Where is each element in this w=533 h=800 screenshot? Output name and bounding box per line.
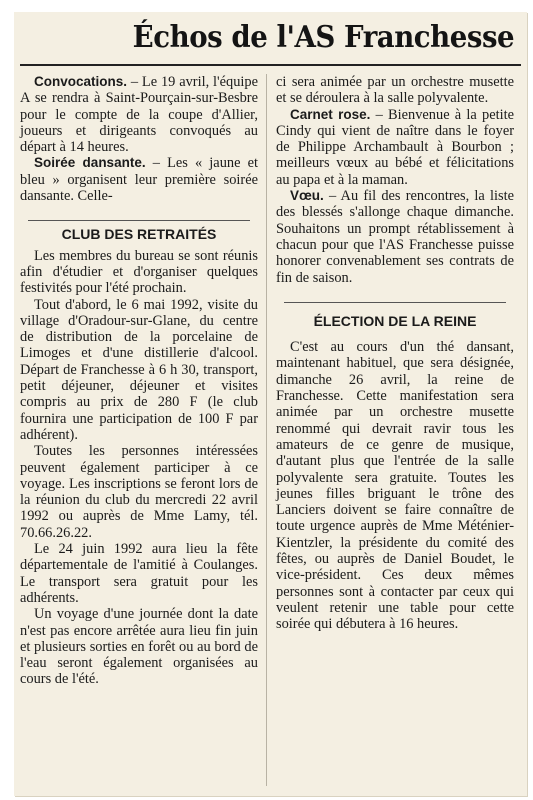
- club-paragraph-5: Un voyage d'une journée dont la date n'est pas encore arrêtée aura lieu fin juin et plusieurs sorties en forêt ou au bord de l'eau seront également organisées au cours de l'été.: [20, 606, 258, 688]
- club-heading: CLUB DES RETRAITÉS: [61, 226, 217, 243]
- column-divider: [266, 74, 267, 786]
- carnet-keyword: Carnet rose.: [290, 106, 371, 122]
- voeu-text: – Au fil des rencontres, la liste des blessés s'allonge chaque dimanche. Souhaitons un prompt rétablissement à chacun pour que l'AS Franchesse puisse honorer convenablement ses contrats de fin de saison.: [276, 188, 514, 286]
- reine-paragraph: C'est au cours d'un thé dansant, maintenant habituel, que sera désignée, dimanche 26 avril, la reine de Franchesse. Cette manifestation sera animée par un orchestre musette renommé qui devrait ravir tous les amateurs de ce genre de musique, d'autant plus que l'entrée de la salle polyvalente sera gratuite. Toutes les jeunes filles briguant le trône des Lanciers doivent se faire connaître de toute urgence auprès de Mme Méténier-Kientzler, la présidente du comité des fêtes, ou auprès de Daniel Boudet, le vice-président. Ces deux mêmes personnes sont à contacter par ceux qui veulent retenir une table pour cette soirée qui débutera à 16 heures.: [276, 339, 514, 633]
- carnet-paragraph: [276, 107, 514, 188]
- club-paragraph-4: Le 24 juin 1992 aura lieu la fête départementale de l'amitié à Coulanges. Le transport sera gratuit pour les adhérents.: [20, 541, 258, 606]
- voeu-paragraph: [276, 188, 514, 286]
- soiree-text: – Les « jaune et bleu » organisent leur première soirée dansante. Celle-: [20, 155, 258, 205]
- headline: Échos de l'AS Franchesse: [132, 20, 515, 55]
- left-column: [20, 74, 258, 688]
- reine-heading: ÉLECTION DE LA REINE: [313, 312, 477, 329]
- soiree-paragraph: [20, 155, 258, 204]
- club-paragraph-3: Toutes les personnes intéressées peuvent également participer à ce voyage. Les inscriptions se feront lors de la réunion du club du mercredi 22 avril 1992 ou auprès de Mme Lamy, tél. 70.66.26.22.: [20, 443, 258, 541]
- headline-rule: [20, 64, 521, 66]
- soiree-keyword: Soirée dansante.: [34, 155, 146, 171]
- right-column: [276, 74, 514, 633]
- convocations-text: – Le 19 avril, l'équipe A se rendra à Saint-Pourçain-sur-Besbre pour le compte de la coupe d'Allier, joueurs et dirigeants convoqués au départ à 14 heures.: [20, 74, 258, 156]
- newspaper-clipping: [14, 12, 527, 796]
- convocations-paragraph: [20, 74, 258, 155]
- carnet-text: – Bienvenue à la petite Cindy qui vient de naître dans le foyer de Philippe Archambault à Bourbon ; meilleurs vœux au bébé et félicitations au papa et à la maman.: [276, 106, 514, 188]
- convocations-keyword: Convocations.: [34, 74, 128, 89]
- voeu-keyword: Vœu.: [290, 188, 324, 204]
- soiree-continuation: ci sera animée par un orchestre musette et se déroulera à la salle polyvalente.: [276, 74, 514, 107]
- club-paragraph-1: Les membres du bureau se sont réunis afin d'étudier et d'organiser quelques festivités pour l'été prochain.: [20, 247, 258, 297]
- club-paragraph-2: Tout d'abord, le 6 mai 1992, visite du village d'Oradour-sur-Glane, du centre de distribution de la porcelaine de Limoges et d'une distillerie d'alcool. Départ de Franchesse à 6 h 30, transport, petit déjeuner, déjeuner et visites compris au prix de 280 F (le club fournira une participation de 100 F par adhérent).: [20, 296, 258, 443]
